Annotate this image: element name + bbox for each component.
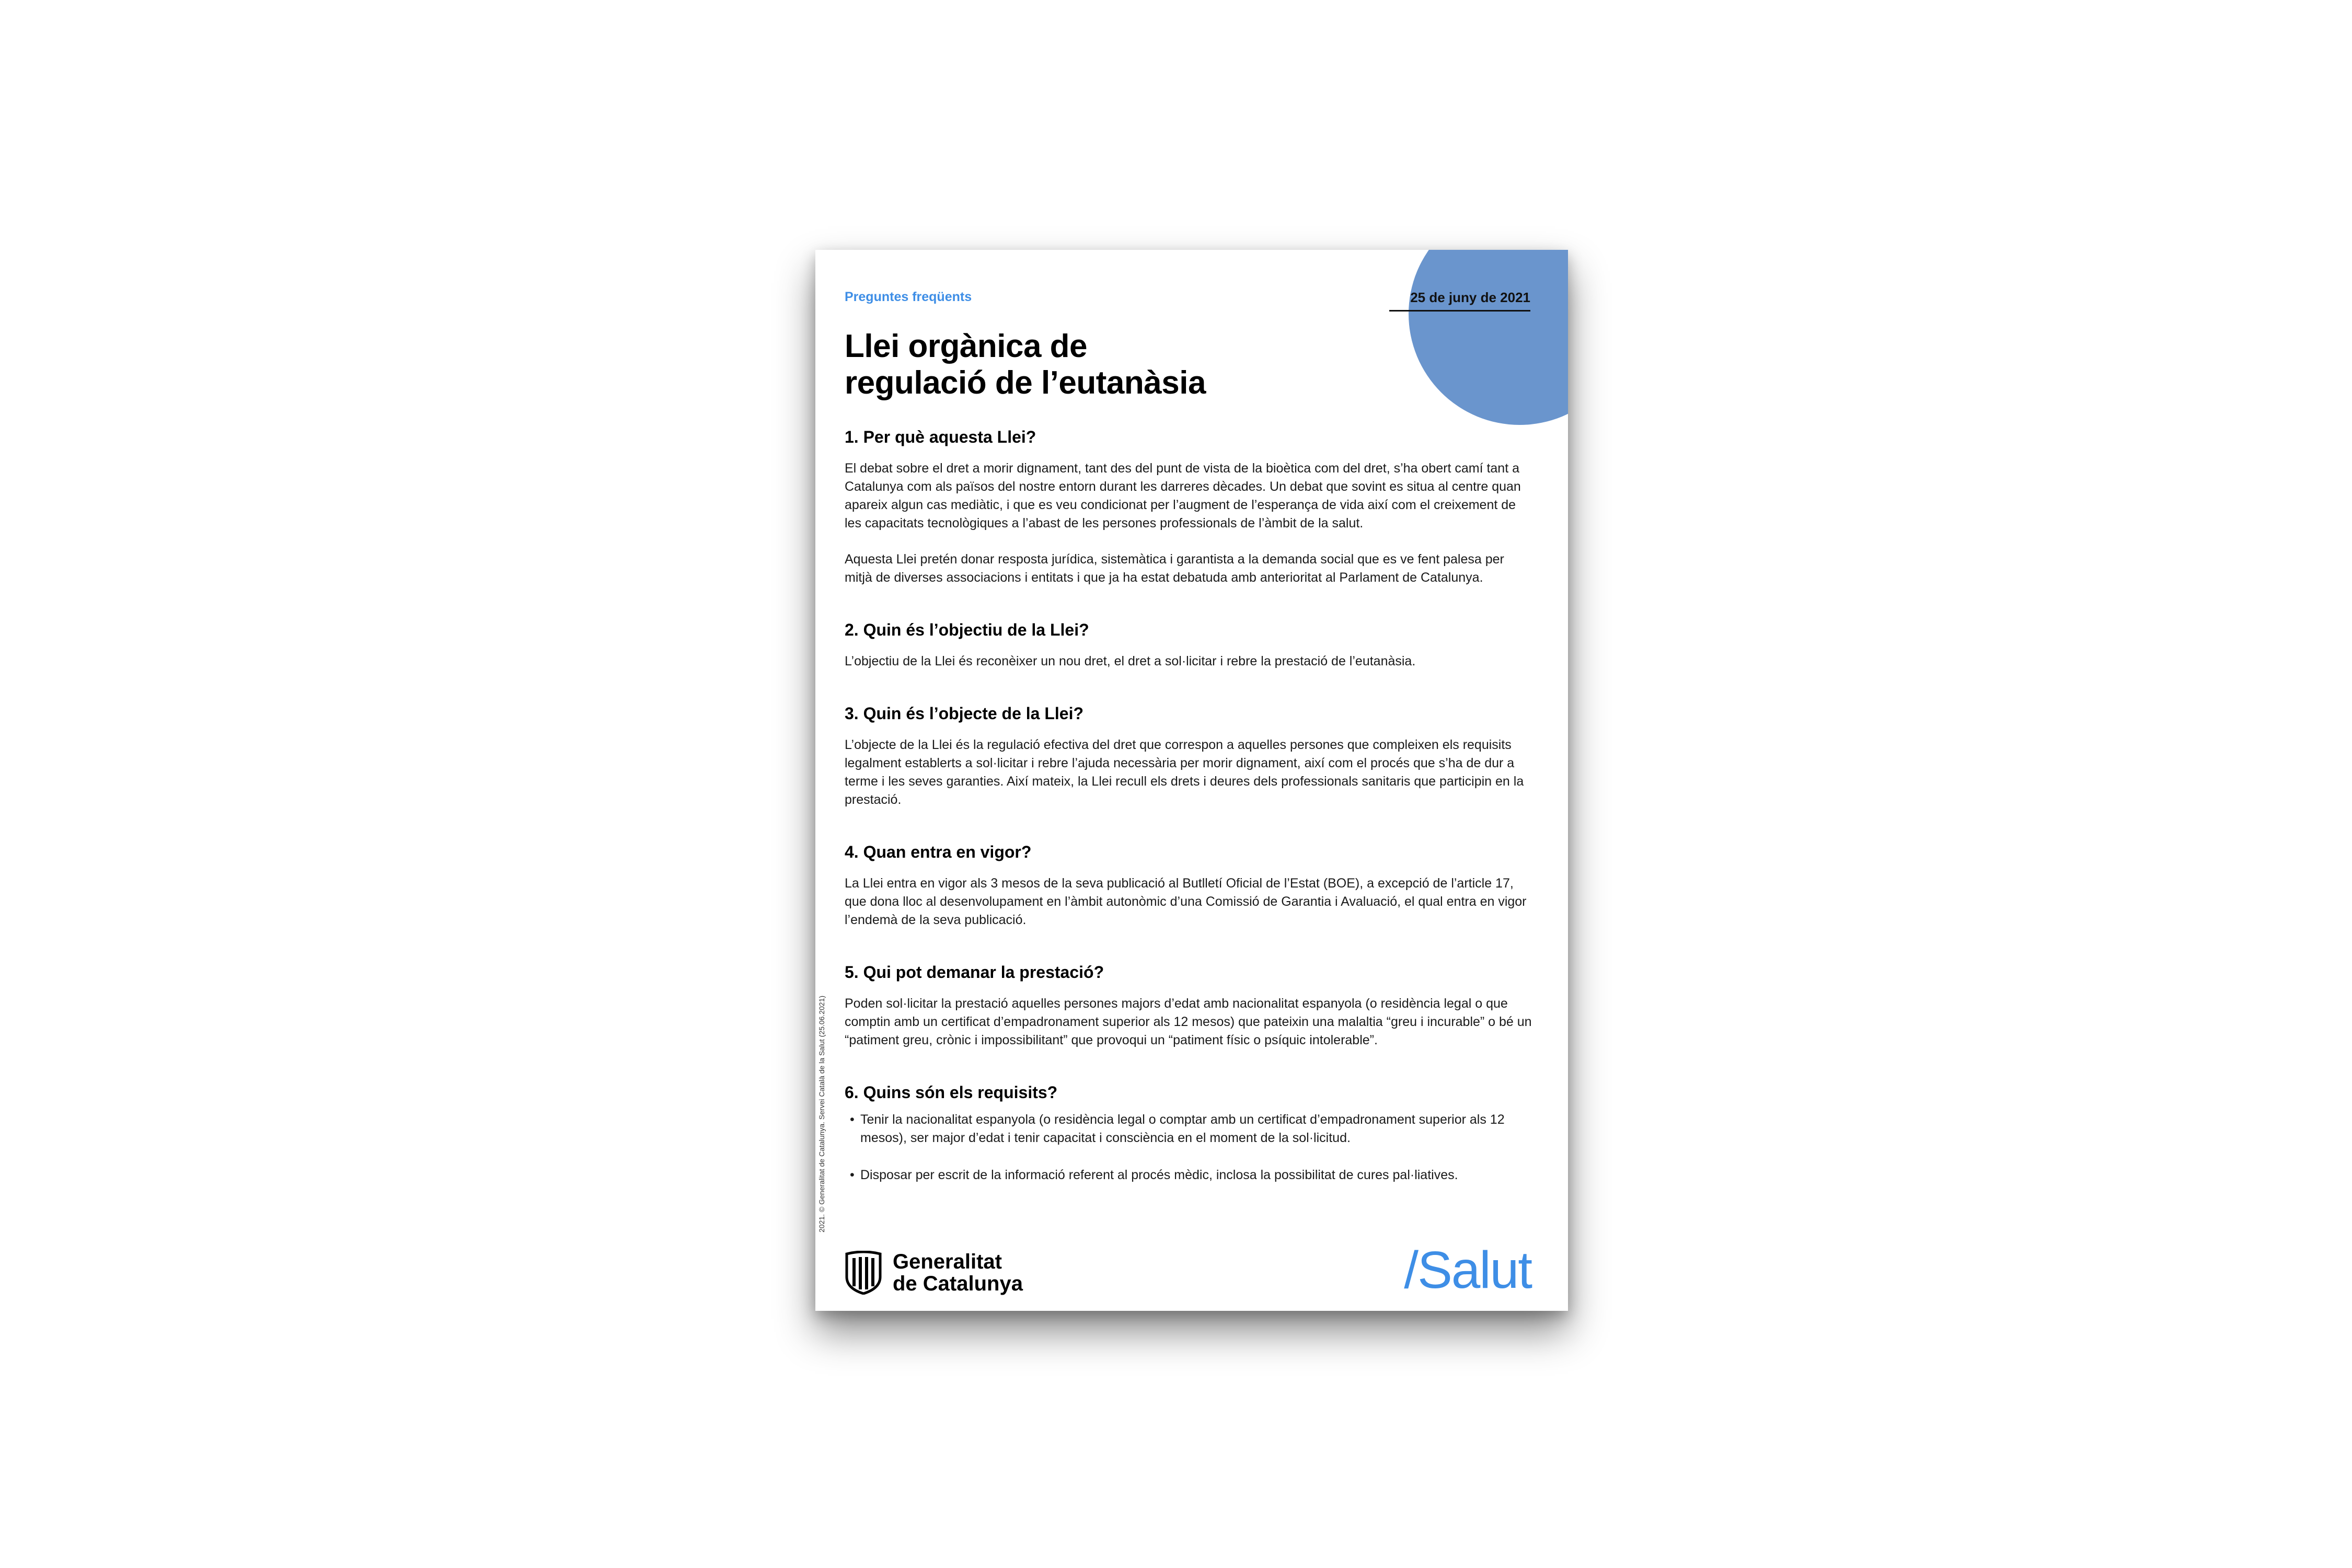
generalitat-emblem-icon [845, 1251, 882, 1295]
logo-wordmark [893, 1251, 1023, 1295]
kicker-label: Preguntes freqüents [845, 290, 972, 304]
faq-paragraph: El debat sobre el dret a morir dignament, tant des del punt de vista de la bioètica com del dret, s’ha obert camí tant a Catalunya com als països del nostre entorn durant les darreres dècades. Un debat que sovint es situa al centre quan apareix algun cas mediàtic, i que es veu condicionat per l’augment de l’esperança de vida així com el creixement de les capacitats tecnològiques a l’abast de les persones professionals de l’àmbit de la salut. [845, 461, 1521, 531]
title-line-1: Llei orgànica de [845, 328, 1088, 364]
faq-question: 4. Quan entra en vigor? [845, 843, 1032, 861]
logo-line-2: de Catalunya [893, 1272, 1023, 1295]
faq-paragraph: Aquesta Llei pretén donar resposta jurídica, sistemàtica i garantista a la demanda social que es ve fent palesa per mitjà de diverses associacions i entitats i que ja ha estat debatuda amb anterioritat al Parlament de Catalunya. [845, 552, 1504, 585]
faq-paragraph: Poden sol·licitar la prestació aquelles persones majors d’edat amb nacionalitat espanyola (o residència legal o que comptin amb un certificat d’empadronament superior als 12 mesos) que pateixin una malaltia “greu i incurable” o bé un “patiment greu, crònic i impossibilitant” que provoqui un “patiment físic o psíquic intolerable”. [845, 996, 1532, 1047]
faq-question: 1. Per què aquesta Llei? [845, 428, 1036, 446]
faq-section-1 [845, 428, 1532, 587]
faq-section-4 [845, 843, 1532, 929]
faq-content [845, 428, 1532, 1203]
faq-section-5 [845, 963, 1532, 1050]
logo-line-1: Generalitat [893, 1250, 1002, 1273]
faq-paragraph: L’objectiu de la Llei és reconèixer un nou dret, el dret a sol·licitar i rebre la prestació de l’eutanàsia. [845, 654, 1416, 668]
faq-question: 6. Quins són els requisits? [845, 1083, 1058, 1102]
faq-question: 3. Quin és l’objecte de la Llei? [845, 704, 1084, 723]
requirements-list [845, 1111, 1532, 1184]
faq-paragraph: La Llei entra en vigor als 3 mesos de la seva publicació al Butlletí Oficial de l’Estat (BOE), a excepció de l’article 17, que dona lloc al desenvolupament en l’àmbit autonòmic d’una Comissió de Garantia i Avaluació, el qual entra en vigor l’endemà de la seva publicació. [845, 876, 1527, 927]
list-item: • Disposar per escrit de la informació referent al procés mèdic, inclosa la possibilitat de cures pal·liatives. [845, 1166, 1532, 1184]
generalitat-logo [845, 1251, 1023, 1295]
copyright-note: 2021. © Generalitat de Catalunya. Servei Català de la Salut (25.06.2021) [817, 995, 826, 1232]
publication-date: 25 de juny de 2021 [1389, 290, 1530, 312]
faq-section-2 [845, 620, 1532, 671]
faq-section-3 [845, 704, 1532, 809]
faq-question: 5. Qui pot demanar la prestació? [845, 963, 1104, 982]
list-item: • Tenir la nacionalitat espanyola (o residència legal o comptar amb un certificat d’empadronament superior als 12 mesos), ser major d’edat i tenir capacitat i consciència en el moment de la sol·licitud. [845, 1111, 1532, 1147]
decorative-circle [1409, 250, 1568, 425]
faq-section-6 [845, 1083, 1532, 1184]
faq-question: 2. Quin és l’objectiu de la Llei? [845, 620, 1089, 639]
faq-paragraph: L’objecte de la Llei és la regulació efectiva del dret que correspon a aquelles persones que compleixen els requisits legalment establerts a sol·licitar i rebre l’ajuda necessària per morir dignament, així com el procés que s’ha de dur a terme i les seves garanties. Així mateix, la Llei recull els drets i deures dels professionals sanitaris que participin en la prestació. [845, 737, 1524, 807]
page-title [845, 328, 1315, 401]
salut-brand: /Salut [1404, 1241, 1531, 1299]
document-page [815, 250, 1568, 1311]
title-line-2: regulació de l’eutanàsia [845, 365, 1206, 401]
